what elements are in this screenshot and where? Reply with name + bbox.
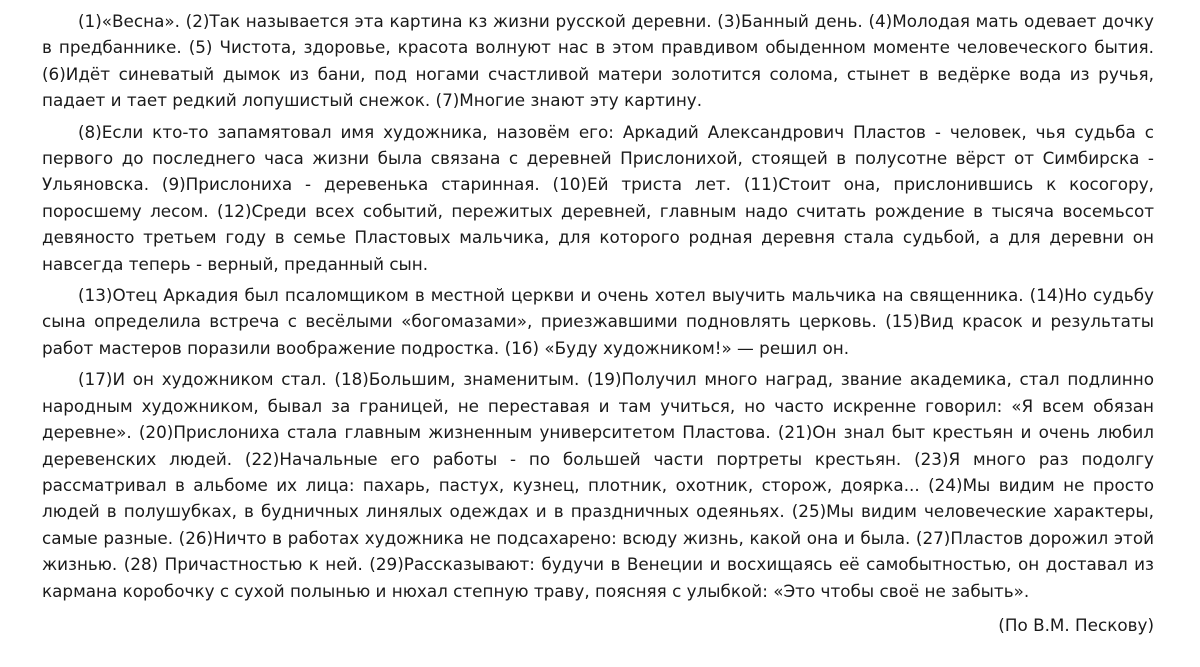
source-attribution: (По В.М. Пескову)	[998, 614, 1154, 635]
document-text	[42, 8, 1154, 638]
paragraph-4: (17)И он художником стал. (18)Большим, знаменитым. (19)Получил много наград, звание академика, стал подлинно народным художником, бывал за границей, не переставая и там учиться, но часто искренне говорил: «Я всем обязан деревне». (20)Прислониха стала главным жизненным университетом Пластова. (21)Он знал быт крестьян и очень любил деревенских людей. (22)Начальные его работы - по большей части портреты крестьян. (23)Я много раз подолгу рассматривал в альбоме их лица: пахарь, пастух, кузнец, плотник, охотник, сторож, доярка... (24)Мы видим не просто людей в полушубках, в будничных линялых одеждах и в праздничных одеяньях. (25)Мы видим человеческие характеры, самые разные. (26)Ничто в работах художника не подсахарено: всюду жизнь, какой она и была. (27)Пластов дорожил этой жизнью. (28) Причастностью к ней. (29)Рассказывают: будучи в Венеции и восхищаясь её самобытностью, он доставал из кармана коробочку с сухой полынью и нюхал степную траву, поясняя с улыбкой: «Это чтобы своё не забыть».	[42, 369, 1154, 601]
paragraph-1: (1)«Весна». (2)Так называется эта картина кз жизни русской деревни. (3)Банный день. (4)Молодая мать одевает дочку в предбаннике. (5) Чистота, здоровье, красота волнуют нас в этом правдивом обыденном моменте человеческого бытия. (6)Идёт синеватый дымок из бани, под ногами счастливой матери золотится солома, стынет в ведёрке вода из ручья, падает и тает редкий лопушистый снежок. (7)Многие знают эту картину.	[42, 11, 1154, 111]
paragraph-3: (13)Отец Аркадия был псаломщиком в местной церкви и очень хотел выучить мальчика на священника. (14)Но судьбу сына определила встреча с весёлыми «богомазами», приезжавшими подновлять церковь. (15)Вид красок и результаты работ мастеров поразили воображение подростка. (16) «Буду художником!» — решил он.	[42, 285, 1154, 358]
paragraph-2: (8)Если кто-то запамятовал имя художника, назовём его: Аркадий Александрович Пластов - человек, чья судьба с первого до последнего часа жизни была связана с деревней Прислонихой, стоящей в полусотне вёрст от Симбирска - Ульяновска. (9)Прислониха - деревенька старинная. (10)Ей триста лет. (11)Стоит она, прислонившись к косогору, поросшему лесом. (12)Среди всех событий, пережитых деревней, главным надо считать рождение в тысяча восемьсот девяносто третьем году в семье Пластовых мальчика, для которого родная деревня стала судьбой, а для деревни он навсегда теперь - верный, преданный сын.	[42, 121, 1154, 274]
